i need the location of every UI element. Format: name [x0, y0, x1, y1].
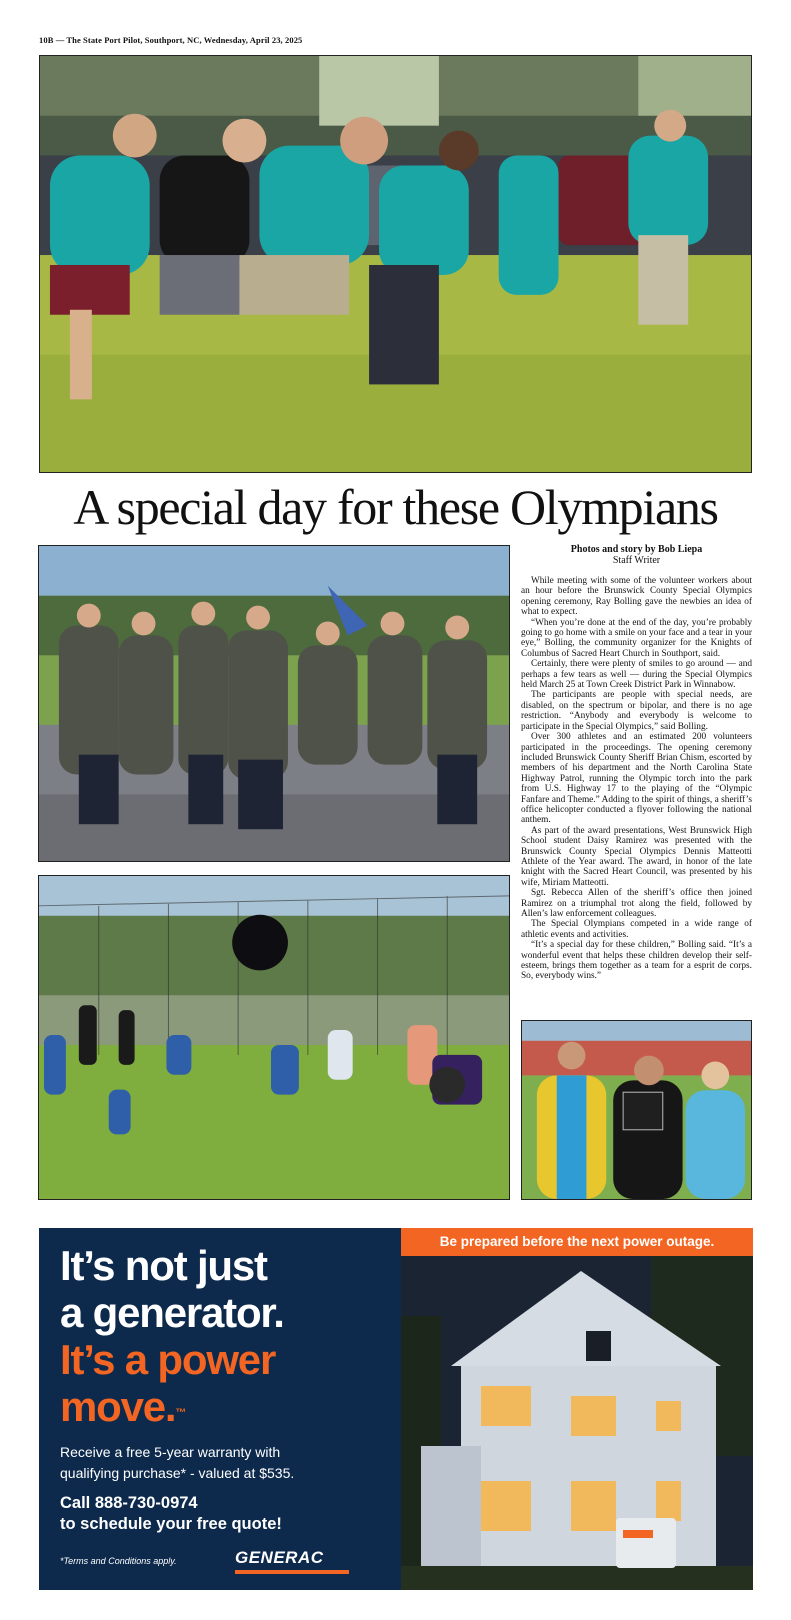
ad-call-line: to schedule your free quote! — [60, 1515, 282, 1533]
ad-headline-line: a generator. — [60, 1289, 284, 1336]
article-paragraph: Sgt. Rebecca Allen of the sheriff’s office then joined Ramirez on a triumphal trot along the field, followed by Allen’s law enforcement colleagues. — [521, 888, 752, 919]
ad-headline-line: It’s not just — [60, 1242, 267, 1289]
page-folio: 10B — The State Port Pilot, Southport, NC, Wednesday, April 23, 2025 — [39, 35, 303, 45]
ad-headline-white — [60, 1242, 284, 1336]
trademark-symbol: ™ — [175, 1407, 186, 1419]
ad-copy-panel — [39, 1228, 401, 1590]
generac-ad[interactable] — [39, 1228, 753, 1590]
house-image — [401, 1256, 753, 1590]
ad-phone[interactable]: Call 888-730-0974 — [60, 1494, 198, 1512]
photo-torch-run — [38, 545, 510, 862]
article-body — [521, 576, 752, 982]
ad-headline-line: It’s a power — [60, 1336, 276, 1383]
article-byline — [521, 544, 752, 566]
generac-logo[interactable] — [235, 1546, 355, 1576]
article-paragraph: While meeting with some of the volunteer workers about an hour before the Brunswick County Special Olympics opening ceremony, Ray Bolling gave the newbies an idea of what to expect. — [521, 576, 752, 618]
byline-name: Photos and story by Bob Liepa — [570, 544, 703, 555]
ad-offer — [60, 1442, 390, 1484]
generac-logo-bar — [235, 1570, 349, 1574]
article-paragraph: Certainly, there were plenty of smiles to go around — and perhaps a few tears as well — during the Special Olympics held March 25 at Town Creek District Park in Winnabow. — [521, 659, 752, 691]
article-paragraph: Over 300 athletes and an estimated 200 volunteers participated in the proceedings. The opening ceremony included Brunswick County Sheriff Brian Chism, escorted by members of his department and the North Carolina State Highway Patrol, running the Olympic torch into the park from U.S. Highway 17 to the playing of the “Olympic Fanfare and Theme.” Adding to the spirit of things, a sheriff’s office helicopter conducted a flyover following the national anthem. — [521, 732, 752, 826]
article-paragraph: The participants are people with special needs, are disabled, on the spectrum or bipolar, and there is no age restriction. “Anybody and everybody is welcome to participate in the Special Olympics,” said Bolling. — [521, 690, 752, 732]
photo-runners — [39, 55, 752, 473]
ad-terms: *Terms and Conditions apply. — [60, 1556, 177, 1566]
article-paragraph: “When you’re done at the end of the day, you’re probably going to go home with a smile on your face and a tear in your eye,” Bolling, the community organizer for the Knights of Columbus of Sacred Heart Church in Southport, said. — [521, 617, 752, 659]
photo-ball-game — [38, 875, 510, 1200]
article-paragraph: The Special Olympians competed in a wide range of athletic events and activities. — [521, 919, 752, 940]
photo-award — [521, 1020, 752, 1200]
ad-banner: Be prepared before the next power outage. — [401, 1228, 753, 1256]
article-headline: A special day for these Olympians — [73, 479, 718, 535]
ad-headline-word: move. — [60, 1383, 176, 1430]
generac-logo-word: GENERAC — [235, 1548, 324, 1567]
article-paragraph: As part of the award presentations, West Brunswick High School student Daisy Ramirez was presented with the Brunswick County Special Olympics Dennis Matteotti Athlete of the Year award. The award, in honor of the late knight with the Sacred Heart Council, was presented by his wife, Miriam Matteotti. — [521, 825, 752, 888]
ad-offer-line: Receive a free 5-year warranty with — [60, 1444, 281, 1460]
ad-headline-orange — [60, 1336, 275, 1430]
ad-call-to-action[interactable] — [60, 1493, 390, 1535]
article-paragraph: “It’s a special day for these children,” Bolling said. “It’s a wonderful event that helps these children develop their self-esteem, brings them together as a team for a esprit de corps. So, everybody wins.” — [521, 940, 752, 982]
ad-offer-line: qualifying purchase* - valued at $535. — [60, 1465, 295, 1481]
byline-title: Staff Writer — [612, 555, 661, 566]
ad-image-panel — [401, 1228, 753, 1590]
ad-headline-line — [60, 1383, 275, 1430]
